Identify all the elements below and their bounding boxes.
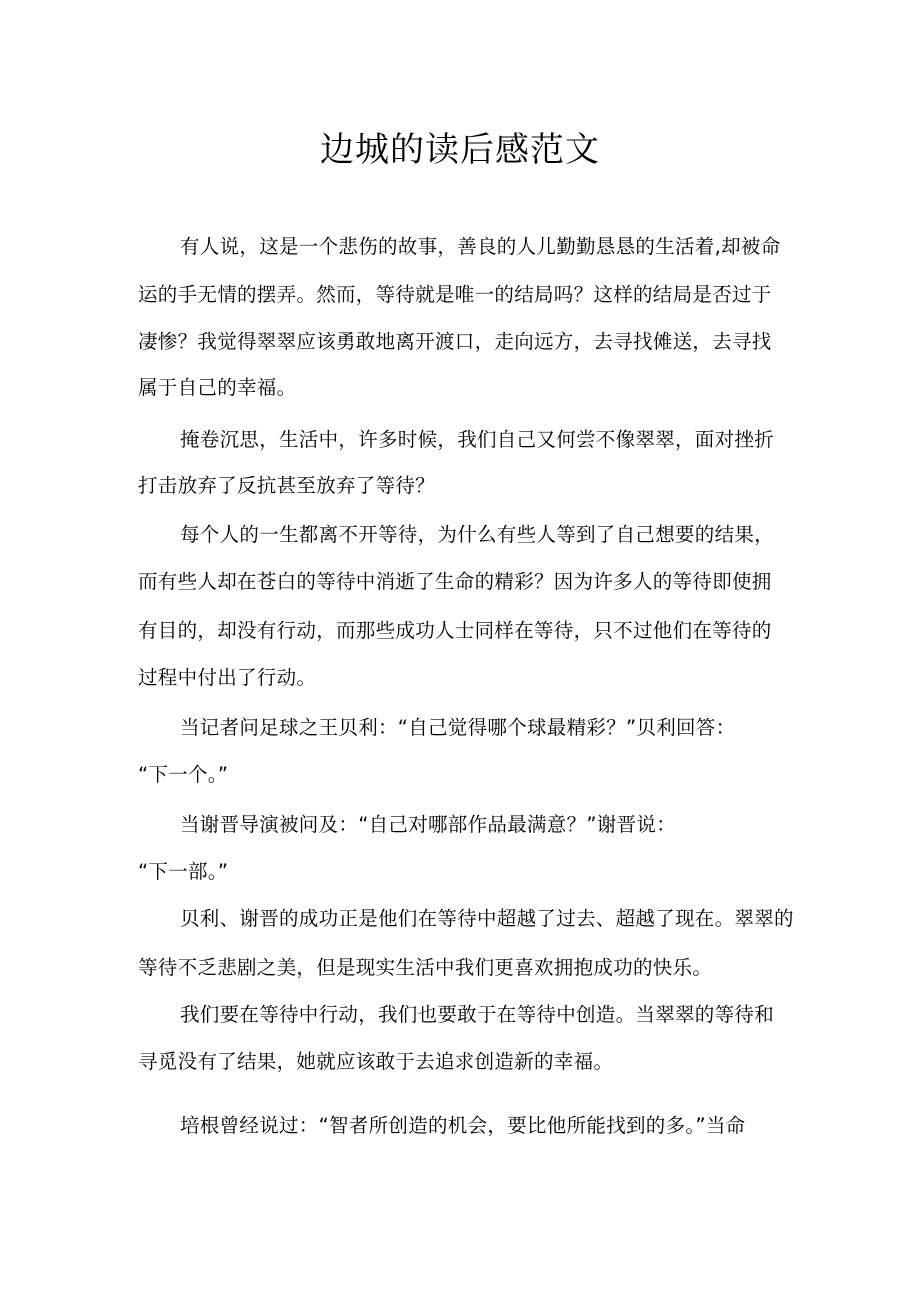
text-line: 过程中付出了行动。	[138, 666, 317, 689]
text-line: 属于自己的幸福。	[138, 376, 297, 399]
text-line: 有人说，这是一个悲伤的故事，善良的人儿勤勤恳恳的生活着,却被命	[180, 235, 781, 258]
text-line: 当谢晋导演被问及：“自己对哪部作品最满意？”谢晋说：	[180, 813, 677, 836]
text-line: 当记者问足球之王贝利：“自己觉得哪个球最精彩？”贝利回答：	[180, 716, 736, 739]
text-line: “下一个。”	[138, 763, 229, 786]
page-title: 边城的读后感范文	[320, 130, 600, 170]
text-line: 培根曾经说过：“智者所创造的机会，要比他所能找到的多。”当命	[180, 1114, 746, 1137]
text-line: 运的手无情的摆弄。然而，等待就是唯一的结局吗？这样的结局是否过于	[138, 283, 772, 306]
text-line: 掩卷沉思，生活中，许多时候，我们自己又何尝不像翠翠，面对挫折	[180, 428, 775, 451]
text-line: 打击放弃了反抗甚至放弃了等待？	[138, 474, 436, 497]
text-line: 寻觅没有了结果，她就应该敢于去追求创造新的幸福。	[138, 1050, 614, 1073]
text-line: 凄惨？我觉得翠翠应该勇敢地离开渡口，走向远方，去寻找傩送，去寻找	[138, 330, 772, 353]
text-line: 每个人的一生都离不开等待，为什么有些人等到了自己想要的结果，	[180, 523, 775, 546]
text-line: 贝利、谢晋的成功正是他们在等待中超越了过去、超越了现在。翠翠的	[180, 907, 794, 930]
text-line: 而有些人却在苍白的等待中消逝了生命的精彩？因为许多人的等待即使拥	[138, 570, 772, 593]
text-line: 有目的，却没有行动，而那些成功人士同样在等待，只不过他们在等待的	[138, 619, 772, 642]
text-line: 我们要在等待中行动，我们也要敢于在等待中创造。当翠翠的等待和	[180, 1003, 775, 1026]
text-line: 等待不乏悲剧之美，但是现实生活中我们更喜欢拥抱成功的快乐。	[138, 956, 713, 979]
text-line: “下一部。”	[138, 860, 229, 883]
